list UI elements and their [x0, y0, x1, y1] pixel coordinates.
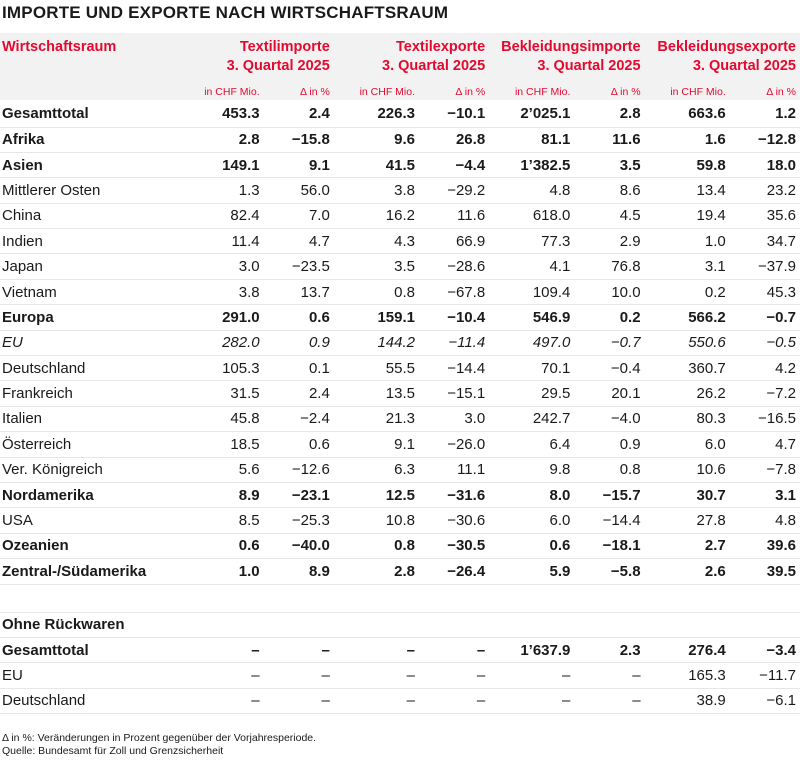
table-body: [0, 100, 800, 714]
value-cell: 10.6: [645, 457, 730, 482]
row-label: Mittlerer Osten: [0, 178, 178, 203]
unit-header-value: in CHF Mio.: [489, 83, 574, 100]
unit-header-value: in CHF Mio.: [645, 83, 730, 100]
change-cell: 2.3: [574, 637, 644, 662]
row-label: Ver. Königreich: [0, 457, 178, 482]
change-cell: 56.0: [264, 178, 334, 203]
column-header-textile-imports: Textilimporte 3. Quartal 2025: [178, 33, 333, 83]
table-row: [0, 688, 800, 713]
table-row: [0, 152, 800, 177]
change-cell: 39.5: [730, 559, 800, 584]
value-cell: 27.8: [645, 508, 730, 533]
change-cell: −10.1: [419, 100, 489, 127]
row-label: Italien: [0, 406, 178, 431]
unit-header-value: in CHF Mio.: [334, 83, 419, 100]
change-cell: 2.4: [264, 100, 334, 127]
value-cell: 0.8: [334, 279, 419, 304]
row-label: Indien: [0, 229, 178, 254]
row-label: Vietnam: [0, 279, 178, 304]
table-row: [0, 203, 800, 228]
unit-header-empty: [0, 83, 178, 100]
change-cell: 23.2: [730, 178, 800, 203]
change-cell: 11.6: [574, 127, 644, 152]
value-cell: 16.2: [334, 203, 419, 228]
unit-header-value: in CHF Mio.: [178, 83, 263, 100]
value-cell: 13.5: [334, 381, 419, 406]
row-label: Ozeanien: [0, 533, 178, 558]
change-cell: –: [264, 688, 334, 713]
change-cell: 3.5: [574, 152, 644, 177]
value-cell: 2.8: [334, 559, 419, 584]
change-cell: −31.6: [419, 482, 489, 507]
change-cell: 76.8: [574, 254, 644, 279]
value-cell: 13.4: [645, 178, 730, 203]
change-cell: −3.4: [730, 637, 800, 662]
value-cell: 2.6: [645, 559, 730, 584]
value-cell: 276.4: [645, 637, 730, 662]
change-cell: −26.0: [419, 432, 489, 457]
change-cell: 2.9: [574, 229, 644, 254]
row-label: China: [0, 203, 178, 228]
unit-header-pct: Δ in %: [264, 83, 334, 100]
value-cell: 9.1: [334, 432, 419, 457]
column-header-textile-exports: Textilexporte 3. Quartal 2025: [334, 33, 489, 83]
footnotes: [2, 732, 316, 758]
value-cell: 497.0: [489, 330, 574, 355]
value-cell: –: [334, 663, 419, 688]
change-cell: 39.6: [730, 533, 800, 558]
change-cell: 18.0: [730, 152, 800, 177]
change-cell: 10.0: [574, 279, 644, 304]
value-cell: 242.7: [489, 406, 574, 431]
change-cell: −18.1: [574, 533, 644, 558]
table-row: [0, 559, 800, 584]
change-cell: −15.1: [419, 381, 489, 406]
value-cell: 6.0: [645, 432, 730, 457]
value-cell: 0.6: [489, 533, 574, 558]
value-cell: 80.3: [645, 406, 730, 431]
row-label: Gesamttotal: [0, 637, 178, 662]
value-cell: 4.1: [489, 254, 574, 279]
value-cell: 4.8: [489, 178, 574, 203]
value-cell: 77.3: [489, 229, 574, 254]
value-cell: 6.3: [334, 457, 419, 482]
change-cell: 7.0: [264, 203, 334, 228]
value-cell: 1’637.9: [489, 637, 574, 662]
section-header-row: [0, 612, 800, 637]
change-cell: 11.1: [419, 457, 489, 482]
value-cell: 26.2: [645, 381, 730, 406]
change-cell: −23.1: [264, 482, 334, 507]
change-cell: −12.8: [730, 127, 800, 152]
change-cell: −28.6: [419, 254, 489, 279]
change-cell: 0.9: [264, 330, 334, 355]
value-cell: 18.5: [178, 432, 263, 457]
value-cell: 566.2: [645, 305, 730, 330]
spacer-row: [0, 584, 800, 612]
change-cell: –: [419, 688, 489, 713]
change-cell: −7.8: [730, 457, 800, 482]
value-cell: 663.6: [645, 100, 730, 127]
table-row: [0, 356, 800, 381]
value-cell: 5.6: [178, 457, 263, 482]
change-cell: 2.8: [574, 100, 644, 127]
value-cell: 0.6: [178, 533, 263, 558]
column-header-apparel-exports: Bekleidungsexporte 3. Quartal 2025: [645, 33, 800, 83]
value-cell: 3.1: [645, 254, 730, 279]
value-cell: 8.5: [178, 508, 263, 533]
table-row: [0, 305, 800, 330]
change-cell: −11.7: [730, 663, 800, 688]
change-cell: –: [264, 637, 334, 662]
row-label: Österreich: [0, 432, 178, 457]
change-cell: −0.5: [730, 330, 800, 355]
change-cell: 4.8: [730, 508, 800, 533]
value-cell: 3.5: [334, 254, 419, 279]
change-cell: 26.8: [419, 127, 489, 152]
table-row: [0, 482, 800, 507]
change-cell: −11.4: [419, 330, 489, 355]
table-row: [0, 100, 800, 127]
change-cell: −14.4: [574, 508, 644, 533]
change-cell: 4.7: [264, 229, 334, 254]
column-header-apparel-imports: Bekleidungsimporte 3. Quartal 2025: [489, 33, 644, 83]
value-cell: 546.9: [489, 305, 574, 330]
trade-table: [0, 33, 800, 714]
value-cell: 1.0: [645, 229, 730, 254]
footnote-source: Quelle: Bundesamt für Zoll und Grenzsicherheit: [2, 745, 224, 757]
row-label: Deutschland: [0, 356, 178, 381]
change-cell: −30.6: [419, 508, 489, 533]
value-cell: 6.4: [489, 432, 574, 457]
change-cell: 0.6: [264, 432, 334, 457]
change-cell: 20.1: [574, 381, 644, 406]
value-cell: 19.4: [645, 203, 730, 228]
value-cell: 41.5: [334, 152, 419, 177]
row-label: Nordamerika: [0, 482, 178, 507]
value-cell: 3.8: [334, 178, 419, 203]
table-row: [0, 533, 800, 558]
value-cell: 3.8: [178, 279, 263, 304]
table-row: [0, 229, 800, 254]
unit-header-pct: Δ in %: [574, 83, 644, 100]
value-cell: 550.6: [645, 330, 730, 355]
value-cell: 70.1: [489, 356, 574, 381]
change-cell: 9.1: [264, 152, 334, 177]
change-cell: 34.7: [730, 229, 800, 254]
value-cell: 4.3: [334, 229, 419, 254]
change-cell: −0.4: [574, 356, 644, 381]
value-cell: 2.8: [178, 127, 263, 152]
change-cell: −0.7: [730, 305, 800, 330]
row-label: Deutschland: [0, 688, 178, 713]
value-cell: 109.4: [489, 279, 574, 304]
change-cell: –: [574, 663, 644, 688]
change-cell: −37.9: [730, 254, 800, 279]
change-cell: –: [419, 637, 489, 662]
value-cell: 31.5: [178, 381, 263, 406]
value-cell: 30.7: [645, 482, 730, 507]
value-cell: 0.2: [645, 279, 730, 304]
value-cell: 6.0: [489, 508, 574, 533]
value-cell: 0.8: [334, 533, 419, 558]
table-row: [0, 254, 800, 279]
change-cell: 0.9: [574, 432, 644, 457]
change-cell: −4.0: [574, 406, 644, 431]
value-cell: 11.4: [178, 229, 263, 254]
change-cell: 45.3: [730, 279, 800, 304]
table-row: [0, 637, 800, 662]
change-cell: 66.9: [419, 229, 489, 254]
value-cell: –: [178, 637, 263, 662]
table-row: [0, 279, 800, 304]
change-cell: 4.2: [730, 356, 800, 381]
value-cell: –: [334, 637, 419, 662]
change-cell: 0.6: [264, 305, 334, 330]
change-cell: −5.8: [574, 559, 644, 584]
change-cell: –: [419, 663, 489, 688]
change-cell: 13.7: [264, 279, 334, 304]
value-cell: 5.9: [489, 559, 574, 584]
change-cell: −29.2: [419, 178, 489, 203]
change-cell: −40.0: [264, 533, 334, 558]
row-label: Gesamttotal: [0, 100, 178, 127]
row-label: Zentral-/Südamerika: [0, 559, 178, 584]
change-cell: 4.5: [574, 203, 644, 228]
value-cell: 618.0: [489, 203, 574, 228]
table-header: [0, 33, 800, 100]
value-cell: 1’382.5: [489, 152, 574, 177]
change-cell: 4.7: [730, 432, 800, 457]
value-cell: 105.3: [178, 356, 263, 381]
value-cell: 29.5: [489, 381, 574, 406]
change-cell: –: [264, 663, 334, 688]
value-cell: 1.0: [178, 559, 263, 584]
change-cell: 0.8: [574, 457, 644, 482]
row-label: Frankreich: [0, 381, 178, 406]
change-cell: 3.0: [419, 406, 489, 431]
change-cell: −2.4: [264, 406, 334, 431]
change-cell: 8.6: [574, 178, 644, 203]
unit-header-pct: Δ in %: [419, 83, 489, 100]
value-cell: 45.8: [178, 406, 263, 431]
value-cell: 226.3: [334, 100, 419, 127]
change-cell: −15.7: [574, 482, 644, 507]
change-cell: −26.4: [419, 559, 489, 584]
column-header-region: Wirtschaftsraum: [0, 33, 178, 83]
change-cell: −30.5: [419, 533, 489, 558]
value-cell: 81.1: [489, 127, 574, 152]
value-cell: 2.7: [645, 533, 730, 558]
change-cell: −25.3: [264, 508, 334, 533]
value-cell: 8.9: [178, 482, 263, 507]
value-cell: –: [178, 688, 263, 713]
value-cell: 55.5: [334, 356, 419, 381]
change-cell: 11.6: [419, 203, 489, 228]
value-cell: 12.5: [334, 482, 419, 507]
change-cell: 35.6: [730, 203, 800, 228]
value-cell: 144.2: [334, 330, 419, 355]
change-cell: 8.9: [264, 559, 334, 584]
value-cell: –: [178, 663, 263, 688]
value-cell: 59.8: [645, 152, 730, 177]
table-row: [0, 178, 800, 203]
table-row: [0, 127, 800, 152]
value-cell: 9.8: [489, 457, 574, 482]
change-cell: −23.5: [264, 254, 334, 279]
value-cell: 453.3: [178, 100, 263, 127]
unit-header-pct: Δ in %: [730, 83, 800, 100]
change-cell: −4.4: [419, 152, 489, 177]
value-cell: –: [489, 688, 574, 713]
value-cell: 360.7: [645, 356, 730, 381]
value-cell: 159.1: [334, 305, 419, 330]
value-cell: 38.9: [645, 688, 730, 713]
change-cell: 3.1: [730, 482, 800, 507]
value-cell: 149.1: [178, 152, 263, 177]
change-cell: –: [574, 688, 644, 713]
row-label: USA: [0, 508, 178, 533]
change-cell: −16.5: [730, 406, 800, 431]
value-cell: 9.6: [334, 127, 419, 152]
value-cell: 1.3: [178, 178, 263, 203]
table-row: [0, 457, 800, 482]
table-row: [0, 663, 800, 688]
change-cell: −6.1: [730, 688, 800, 713]
change-cell: −7.2: [730, 381, 800, 406]
change-cell: −14.4: [419, 356, 489, 381]
row-label: Afrika: [0, 127, 178, 152]
section-title: Ohne Rückwaren: [0, 612, 800, 637]
value-cell: 291.0: [178, 305, 263, 330]
table-row: [0, 508, 800, 533]
row-label: Asien: [0, 152, 178, 177]
table-row: [0, 381, 800, 406]
change-cell: 0.2: [574, 305, 644, 330]
row-label: EU: [0, 663, 178, 688]
change-cell: 1.2: [730, 100, 800, 127]
change-cell: 0.1: [264, 356, 334, 381]
value-cell: 21.3: [334, 406, 419, 431]
change-cell: 2.4: [264, 381, 334, 406]
value-cell: 8.0: [489, 482, 574, 507]
change-cell: −10.4: [419, 305, 489, 330]
value-cell: 1.6: [645, 127, 730, 152]
value-cell: 2’025.1: [489, 100, 574, 127]
row-label: Japan: [0, 254, 178, 279]
value-cell: –: [489, 663, 574, 688]
table-title: IMPORTE UND EXPORTE NACH WIRTSCHAFTSRAUM: [2, 3, 449, 22]
value-cell: 165.3: [645, 663, 730, 688]
change-cell: −15.8: [264, 127, 334, 152]
value-cell: 10.8: [334, 508, 419, 533]
change-cell: −67.8: [419, 279, 489, 304]
change-cell: −0.7: [574, 330, 644, 355]
row-label: EU: [0, 330, 178, 355]
value-cell: 3.0: [178, 254, 263, 279]
value-cell: –: [334, 688, 419, 713]
value-cell: 282.0: [178, 330, 263, 355]
value-cell: 82.4: [178, 203, 263, 228]
row-label: Europa: [0, 305, 178, 330]
table-row: [0, 330, 800, 355]
footnote-delta: Δ in %: Veränderungen in Prozent gegenüber der Vorjahresperiode.: [2, 732, 317, 744]
table-row: [0, 406, 800, 431]
table-row: [0, 432, 800, 457]
change-cell: −12.6: [264, 457, 334, 482]
